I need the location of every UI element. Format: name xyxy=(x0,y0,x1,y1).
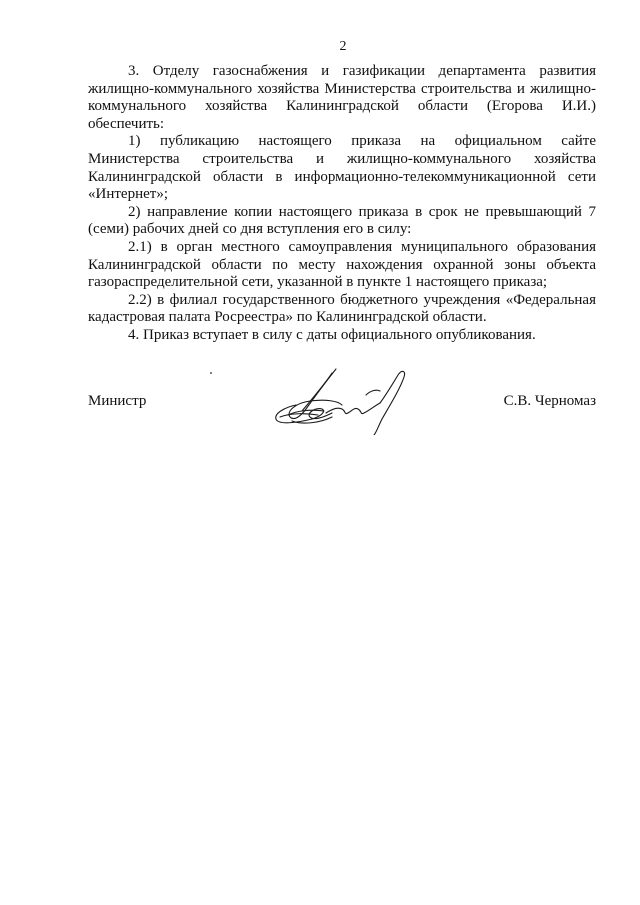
paragraph-item-3-2: 2) направление копии настоящего приказа в срок не превышающий 7 (семи) рабочих дней со дня вступления его в силу: xyxy=(88,203,596,238)
paragraph-item-4: 4. Приказ вступает в силу с даты официального опубликования. xyxy=(128,326,536,343)
document-body xyxy=(88,63,596,345)
paragraph-item-3-2-2: 2.2) в филиал государственного бюджетного учреждения «Федеральная кадастровая палата Росреестра» по Калининградской области. xyxy=(88,291,596,326)
handwritten-signature xyxy=(266,365,416,435)
page-number: 2 xyxy=(339,39,347,54)
signature-block xyxy=(88,393,596,433)
paragraph-item-3-2-1: 2.1) в орган местного самоуправления муниципального образования Калининградской области по месту нахождения охранной зоны объекта газораспределительной сети, указанной в пункте 1 настоящего приказа; xyxy=(88,238,596,291)
signatory-position: Министр xyxy=(88,393,147,409)
paragraph-item-3: 3. Отделу газоснабжения и газификации департамента развития жилищно-коммунального хозяйства Министерства строительства и жилищно-коммунального хозяйства Калининградской области (Егорова И.И.) обеспечить: xyxy=(88,63,596,132)
paragraph-item-3-1: 1) публикацию настоящего приказа на официальном сайте Министерства строительства и жилищно-коммунального хозяйства Калининградской области в информационно-телекоммуникационной сети «Интернет»; xyxy=(88,133,596,203)
scan-speck xyxy=(210,372,212,374)
signatory-name: С.В. Черномаз xyxy=(503,393,596,409)
